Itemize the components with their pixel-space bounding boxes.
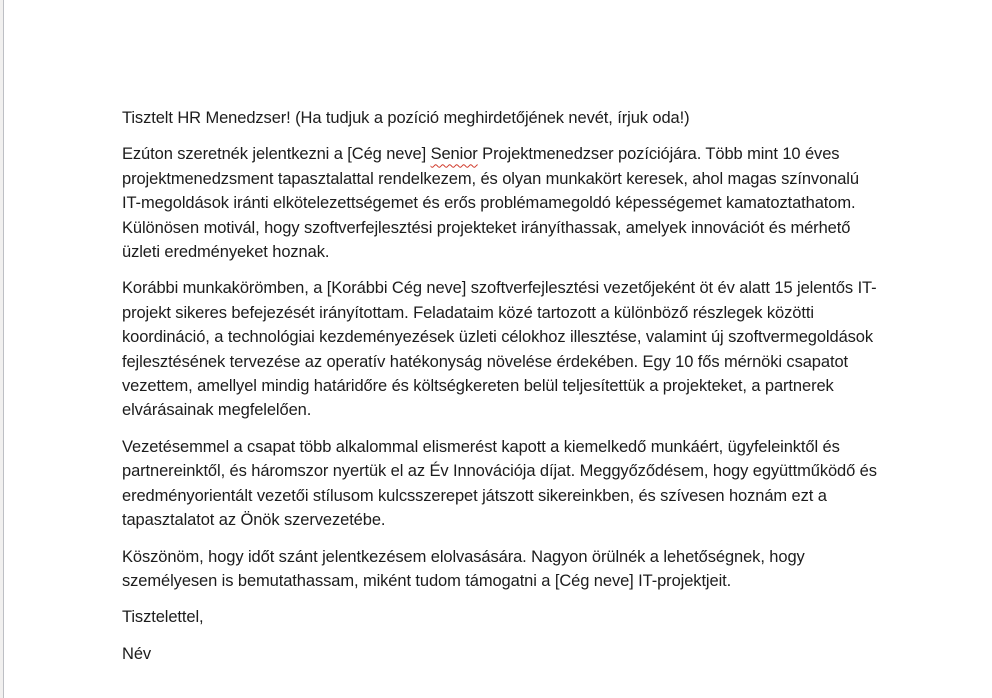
intro-text-before: Ezúton szeretnék jelentkezni a [Cég neve] bbox=[122, 145, 431, 164]
signoff-line: Tisztelettel, bbox=[122, 608, 204, 627]
page-edge-gutter bbox=[0, 0, 4, 698]
misspelled-word: Senior bbox=[430, 145, 478, 164]
signature-line: Név bbox=[122, 644, 152, 663]
greeting-line: Tisztelt HR Menedzser! (Ha tudjuk a pozíció meghirdetőjének nevét, írjuk oda!) bbox=[122, 109, 690, 127]
document-canvas[interactable] bbox=[122, 106, 880, 678]
intro-text-after: Projektmenedzser pozíciójára. Több mint 10 éves projektmenedzsment tapasztalattal rendelkezem, és olyan munkakört keresek, ahol magas színvonalú IT-megoldások iránti elkötelezettségemet és erős problémamegoldó képességemet kamatoztathatom. Különösen motivál, hogy szoftverfejlesztési projekteket irányíthassak, amelyek innovációt és mérhető üzleti eredményeket hoznak. bbox=[122, 145, 859, 262]
closing-paragraph: Köszönöm, hogy időt szánt jelentkezésem elolvasására. Nagyon örülnék a lehetőségnek, hogy személyesen is bemutathassam, miként tudom támogatni a [Cég neve] IT-projektjeit. bbox=[122, 547, 805, 590]
experience-paragraph: Korábbi munkakörömben, a [Korábbi Cég neve] szoftverfejlesztési vezetőjeként öt év alatt 15 jelentős IT-projekt sikeres befejezését irányítottam. Feladataim közé tartozott a különböző részlegek közötti koordináció, a technológiai kezdeményezések üzleti célokhoz illesztése, valamint új szoftvermegoldások fejlesztésének tervezése az operatív hatékonyság növelése érdekében. Egy 10 fős mérnöki csapatot vezettem, amellyel mindig határidőre és költségkereten belül teljesítettük a projekteket, a partnerek elvárásainak megfelelően. bbox=[122, 279, 877, 420]
achievements-paragraph: Vezetésemmel a csapat több alkalommal elismerést kapott a kiemelkedő munkáért, ügyfeleinktől és partnereinktől, és háromszor nyertük el az Év Innovációja díjat. Meggyőződésem, hogy együttműködő és eredményorientált vezetői stílusom kulcsszerepet játszott sikereinkben, és szívesen hoznám ezt a tapasztalatot az Önök szervezetébe. bbox=[122, 437, 877, 530]
intro-paragraph bbox=[122, 142, 880, 264]
